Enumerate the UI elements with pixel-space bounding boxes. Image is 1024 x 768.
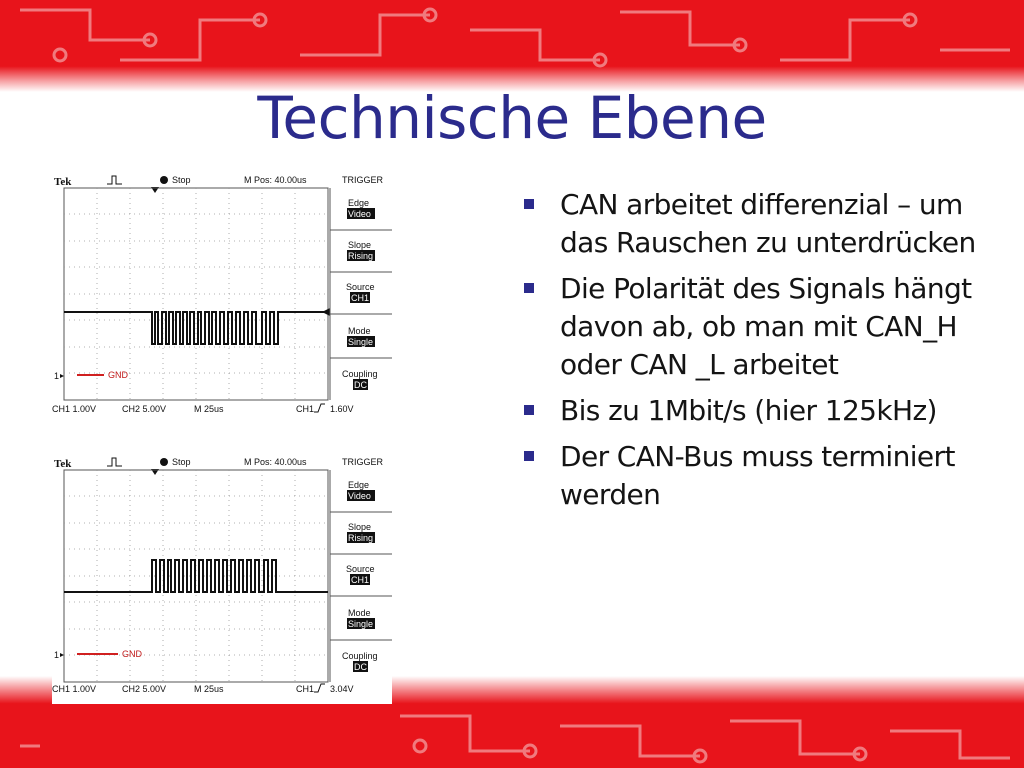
menu-label-mode: Mode bbox=[348, 608, 371, 618]
bullet-item bbox=[522, 392, 1002, 430]
channel-arrow-icon bbox=[60, 653, 64, 657]
gnd-label: GND bbox=[108, 370, 128, 380]
menu-value-coupling: DC bbox=[354, 662, 367, 672]
footer-ch2: CH2 5.00V bbox=[122, 684, 167, 694]
rising-edge-icon bbox=[314, 684, 325, 692]
channel-marker: 1 bbox=[54, 650, 60, 660]
footer-trigger-level: 1.60V bbox=[330, 404, 354, 414]
oscilloscope-capture-2 bbox=[52, 454, 392, 704]
bullet-item bbox=[522, 270, 1002, 384]
menu-label-source: Source bbox=[346, 282, 375, 292]
scope-mpos: M Pos: 40.00us bbox=[244, 457, 307, 467]
footer-ch1: CH1 1.00V bbox=[52, 684, 97, 694]
bullet-item bbox=[522, 438, 1002, 514]
gnd-label: GND bbox=[122, 649, 142, 659]
menu-value-edge: Video bbox=[348, 491, 371, 501]
bullet-text: Bis zu 1Mbit/s (hier 125kHz) bbox=[560, 394, 937, 427]
slide-title: Technische Ebene bbox=[257, 84, 767, 152]
menu-value-edge: Video bbox=[348, 209, 371, 219]
scope-menu-title: TRIGGER bbox=[342, 175, 384, 185]
menu-label-mode: Mode bbox=[348, 326, 371, 336]
bullet-text: CAN arbeitet differenzial – um das Rauschen zu unterdrücken bbox=[560, 188, 976, 259]
footer-trigger-source: CH1 bbox=[296, 404, 315, 414]
square-bullet-icon bbox=[524, 451, 534, 461]
scope-run-state: Stop bbox=[172, 457, 191, 467]
bullet-list bbox=[522, 186, 1002, 522]
scope-run-state: Stop bbox=[172, 175, 191, 185]
scope-waveform-2 bbox=[64, 560, 328, 592]
footer-ch2: CH2 5.00V bbox=[122, 404, 167, 414]
square-bullet-icon bbox=[524, 283, 534, 293]
menu-label-edge: Edge bbox=[348, 198, 370, 208]
trigger-level-arrow-icon bbox=[322, 308, 330, 316]
bullet-text: Die Polarität des Signals hängt davon ab, ob man mit CAN_H oder CAN _L arbeitet bbox=[560, 272, 972, 381]
stop-dot-icon bbox=[160, 176, 168, 184]
trigger-menu bbox=[330, 480, 392, 672]
bullet-text: Der CAN-Bus muss terminiert werden bbox=[560, 440, 955, 511]
footer-trigger-source: CH1 bbox=[296, 684, 315, 694]
footer-trigger-level: 3.04V bbox=[330, 684, 354, 694]
scope-brand: Tek bbox=[54, 176, 72, 188]
menu-label-coupling: Coupling bbox=[342, 369, 378, 379]
rising-edge-icon bbox=[314, 404, 325, 412]
menu-value-source: CH1 bbox=[351, 575, 370, 585]
top-circuit-band bbox=[0, 0, 1024, 92]
channel-marker: 1 bbox=[54, 371, 60, 381]
stop-dot-icon bbox=[160, 458, 168, 466]
scope-brand: Tek bbox=[54, 458, 72, 470]
footer-timebase: M 25us bbox=[194, 684, 224, 694]
menu-label-edge: Edge bbox=[348, 480, 370, 490]
square-bullet-icon bbox=[524, 405, 534, 415]
menu-value-source: CH1 bbox=[351, 293, 370, 303]
bullet-item bbox=[522, 186, 1002, 262]
menu-label-slope: Slope bbox=[348, 522, 372, 532]
menu-value-coupling: DC bbox=[354, 380, 367, 390]
trigger-pulse-icon bbox=[107, 458, 122, 466]
channel-arrow-icon bbox=[60, 374, 64, 378]
menu-value-slope: Rising bbox=[348, 533, 374, 543]
footer-timebase: M 25us bbox=[194, 404, 224, 414]
oscilloscope-capture-1 bbox=[52, 172, 392, 422]
footer-ch1: CH1 1.00V bbox=[52, 404, 97, 414]
menu-label-coupling: Coupling bbox=[342, 651, 378, 661]
circuit-pattern-top-icon bbox=[0, 0, 1024, 92]
square-bullet-icon bbox=[524, 199, 534, 209]
menu-label-slope: Slope bbox=[348, 240, 372, 250]
scope-mpos: M Pos: 40.00us bbox=[244, 175, 307, 185]
menu-value-mode: Single bbox=[348, 337, 374, 347]
trigger-pulse-icon bbox=[107, 176, 122, 184]
scope-menu-title: TRIGGER bbox=[342, 457, 384, 467]
menu-value-slope: Rising bbox=[348, 251, 374, 261]
menu-value-mode: Single bbox=[348, 619, 374, 629]
menu-label-source: Source bbox=[346, 564, 375, 574]
trigger-menu bbox=[330, 198, 392, 390]
